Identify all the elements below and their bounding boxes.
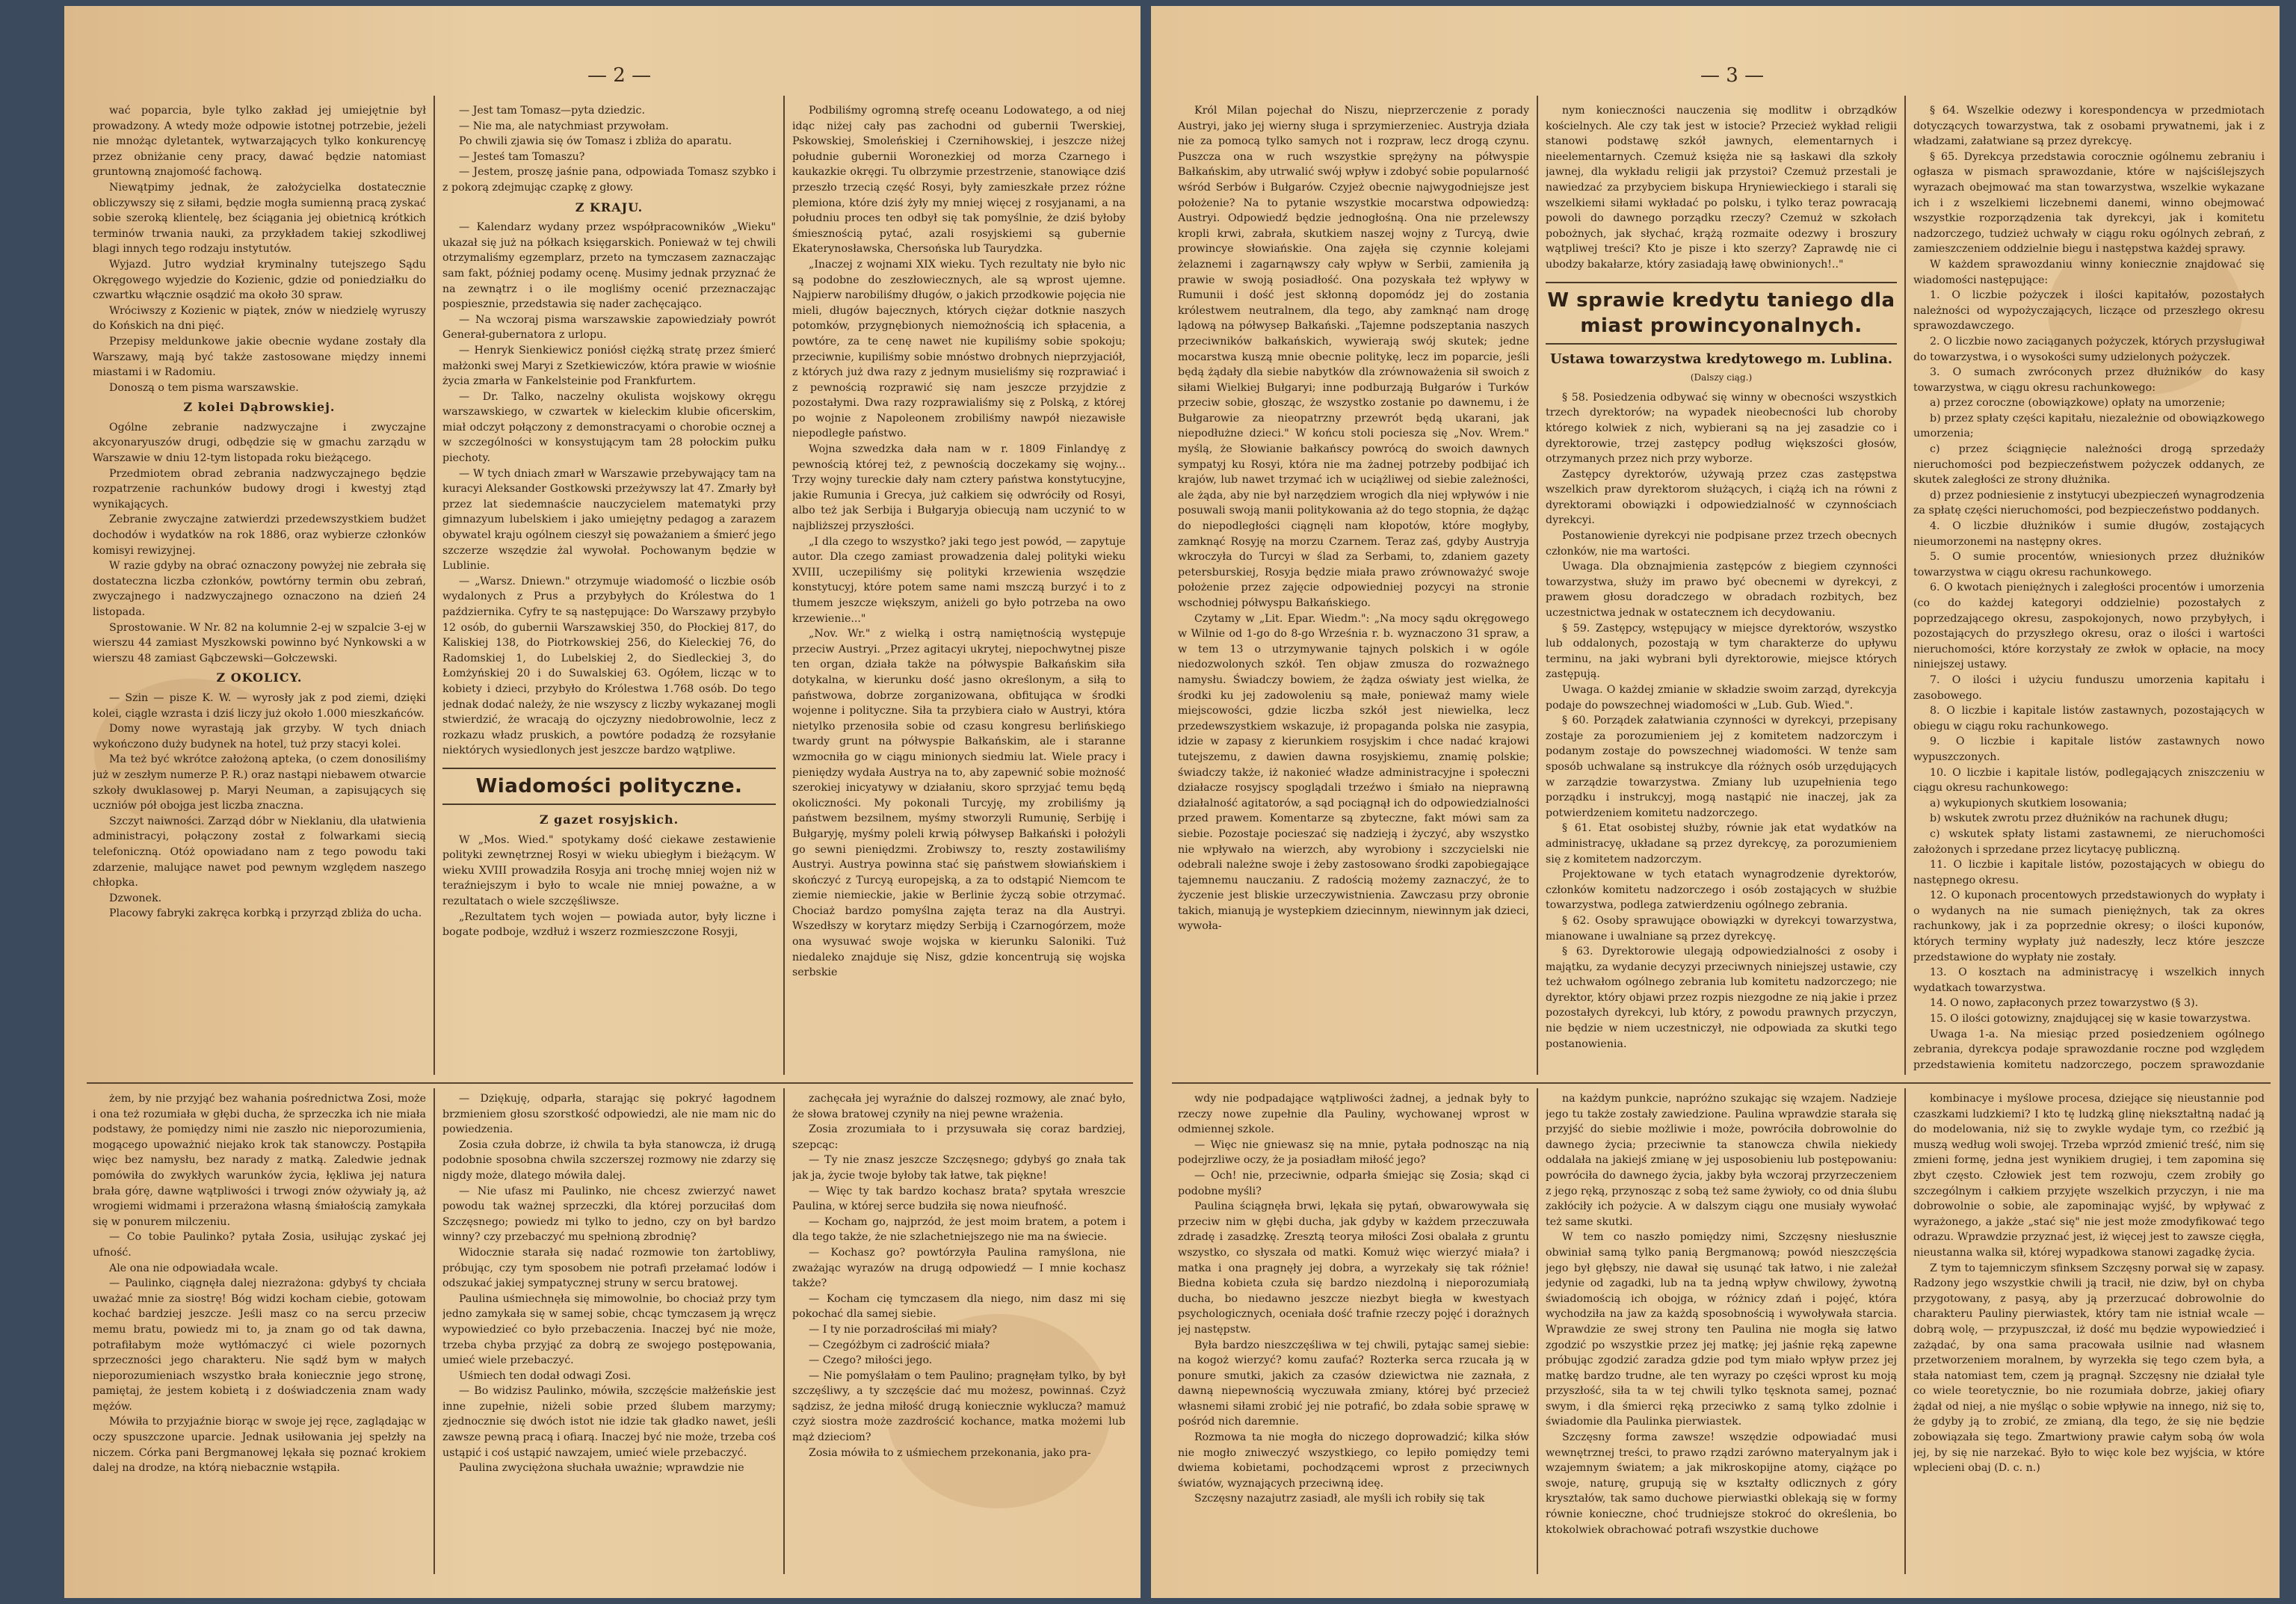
article-paragraph: Uwaga. O każdej zmianie w składzie swoim zarząd, dyrekcyja podaje do powszechnej wiadomości w „Lub. Gub. Wied.". [1546, 684, 1897, 712]
article-paragraph: § 63. Dyrektorowie ulegają odpowiedzialności z osoby i majątku, za wydanie decyzyi przeciwnych niniejszej ustawie, czy też uchwałom ogólnego zebrania lub komitetu nadzorczego; nie dyrektor, który objawi przez rozpis niezgodne ze nią jakie i przez pozostałych dyrekcyi, lub który, z powodu prawnych przyczyn, nie będzie w niem uczestniczył, nie odpowiada za skutki tego postanowienia. [1546, 946, 1897, 1050]
article-paragraph: Po chwili zjawia się ów Tomasz i zbliża do aparatu. [459, 135, 732, 148]
article-paragraph: Król Milan pojechał do Niszu, nieprzerczenie z porady Austryi, jako jej wierny sługa i sprzymierzeniec. Austryja działa nie za pomocą tylko samych not i rozpraw, lecz drogą czynu. Puszcza ona w ruch wszystkie sprężyny na półwyspie Bałkańskim, aby utrwalić swój wpływ i zdobyć sobie popularność wśród Serbów i Bułgarów. Czyjeż obecnie najwygodniejsze jest położenie? Na to pytanie wszystkie mocarstwa odpowiedzą: Austryi. Odpowiedź będzie jednogłośną. Ona nie przelewszy kropli krwi, zabrała, skutkiem naszej wojny z Turcyą, dwie prowincye słowiańskie. Ona zajęła się czynnie kolejami żelaznemi i zagarnąwszy cały wpływ w Serbii, zamieniła ją prawie w swoją posiadłość. Ona pozyskała też wpływy w Rumunii i dość jest skłonną dopomódz jej do zostania królestwem neutralnem, dla tego, aby zamknąć nam drogę lądową na półwysep Bałkański. „Tajemne podszeptania naszych przeciwników bałkańskich, wywierają swój skutek; jedne mocarstwa kuszą mnie obecnie politykę, lecz im poparcie, jeśli będą żądały dla siebie nabytków dla zrównoważenia sił swoich z siłami Wielkiej Bułgaryi; inne podburzają Bułgarów i Turków przeciw sobie, głosząc, że wszystko zostanie po dawnemu, i że Bułgarowie za nieopatrzny przewrót będą ukarani, jak niepodłużne dzieci." W końcu stoli pociesza się „Nov. Wrem." myślą, że Słowianie bałkańscy powrócą do swoich dawnych sympatyj ku Rosyi, która nie ma żadnej potrzeby podbijać ich krajów, lub nawet trzymać ich w uciążliwej od siebie zależności, ale żąda, aby nie był narzędziem wrogich dla niej wpływów i nie posuwali swoją manii politykowania aż do tego stopnia, że dążąc do niepodległości ciągnęli nam kłopotów, które mogłyby, zamknąć Rosyję na morzu Czarnem. Teraz zaś, gdyby Austryja wkroczyła do Turcyi w ślad za Serbami, to, zdaniem gazety petersburskiej, Rosyja będzie miała prawo zrównoważyć swoje położenie przez zajęcie odpowiedniej pozycyi na stronie wschodniej półwyspu Bałkańskiego. [1178, 105, 1529, 609]
article-paragraph: — Kalendarz wydany przez współpracowników „Wieku" ukazał się już na półkach księgarskich. Ponieważ w tej chwili otrzymaliśmy egzemplarz, przeto na tymczasem zaznaczając sam fakt, później podamy ocenę. Musimy jednak przyznać że na zewnątrz i o ile mogliśmy ocenić przeznaczając pospiesznie, przedstawia się nader zachęcająco. [442, 221, 776, 311]
article-paragraph: c) przez ściągnięcie należności drogą sprzedaży nieruchomości pod bezpieczeństwem pożyczek oddanych, ze skutek zaległości ze strony dłużnika. [1913, 443, 2265, 487]
article-paragraph: — I ty nie porzadrościłaś mi miały? [809, 1323, 998, 1336]
article-paragraph: Paulina zwyciężona słuchała uważnie; wprawdzie nie [459, 1462, 744, 1475]
article-paragraph: — Na wczoraj pisma warszawskie zapowiedziały powrót Generał-gubernatora z urlopu. [442, 313, 776, 342]
article-paragraph: W razie gdyby na obrać oznaczony powyżej nie zebrała się dostateczna liczba członków, powtórny termin obu zebrań, zwyczajnego i nadzwyczajnego oznaczono na dzień 24 listopada. [93, 560, 426, 618]
article-paragraph: wać poparcia, byle tylko zakład jej umiejętnie był prowadzony. A wtedy może odpowie istotnej potrzebie, jeżeli nie mnożąc dyletantek, wytwarzających tylko konkurencyę przez obniżanie ceny pracy, dawać będzie natomiast gruntowną znajomość fachową. [93, 105, 426, 179]
article-paragraph: — W tych dniach zmarł w Warszawie przebywający tam na kuracyi Aleksander Gostkowski przeżywszy lat 47. Zmarły był przez lat siedemnaście nauczycielem matematyki przy gimnazyum lubelskiem i jako umiejętny pedagog a zarazem obywatel kraju ogólnem cieszył się poważaniem a śmierć jego szczerze wszędzie żal wywołał. Pochowanym będzie w Lublinie. [442, 467, 776, 573]
feuilleton-column-1 [93, 1091, 426, 1570]
article-paragraph: Uśmiech ten dodał odwagi Zosi. [459, 1369, 632, 1382]
article-paragraph: — Nie ma, ale natychmiast przywołam. [459, 120, 669, 132]
article-paragraph: Rozmowa ta nie mogła do niczego doprowadzić; kilka słów nie mogło zniweczyć wszystkiego, co lepiło pomiędzy temi dwiema kobietami, pochodzącemi wprost z przeciwnych światów, wyznających przeciwną ideę. [1178, 1431, 1529, 1490]
column-3 [792, 103, 1126, 1075]
section-divider [1172, 1082, 2271, 1084]
column-rule [1537, 1088, 1538, 1574]
page-number: — 2 — [587, 64, 652, 87]
article-paragraph: — Czegóżbym ci zadrościć miała? [809, 1339, 990, 1351]
article-paragraph: zachęcała jej wyraźnie do dalszej rozmowy, ale znać było, że słowa bratowej czyniły na niej pewne wrażenia. [792, 1093, 1126, 1120]
article-paragraph: Mówiła to przyjaźnie biorąc w swoje jej ręce, zaglądając w oczy spuszczone uparcie. Jednak usiłowania jej spełzły na niczem. Córka pani Bergmanowej lękała się poznać krokiem dalej na drodze, na którą niebacznie wstąpiła. [93, 1416, 426, 1475]
article-paragraph: — Kocham cię tymczasem dla niego, nim dasz mi się pokochać dla samej siebie. [792, 1292, 1126, 1321]
article-paragraph: 1. O liczbie pożyczek i ilości kapitałów, pozostałych należności od wypożyczających, liczące od przeszłego okresu sprawozdawczego. [1913, 289, 2265, 333]
article-paragraph: Postanowienie dyrekcyi nie podpisane przez trzech obecnych członków, nie ma wartości. [1546, 530, 1897, 558]
article-paragraph: W tem co naszło pomiędzy nimi, Szczęsny niesłusznie obwiniał samą tylko panią Bergmanową; powód nieszczęścia jego był głębszy, nie dawał się usunąć tak łatwo, i nie zależał jedynie od zagadki, lub na ta jedną wpływ chwilowy, żywotną świadomością ich obojga, w różnicy zdań i pojęć, która wychodziła na jaw za każdą sposobnością i wywoływała starcia. Wprawdzie ze swej strony ten Paulina nie mogła się łatwo zgodzić po wszystkie przez jej matkę; jej jaśnie ręką zapewne próbując zgodzić zaradza gdzie pod tym miało wpływ przez jej matkę bardzo trudne, ale ten wyrazy po części wprost ku moją przyszłość, siła ta w tej chwili tylko tęsknota samej, poznać swym, i dla śmierci ręką przeciwko z samą tylko zdolnie i świadomie dla Paulinka pierwiastek. [1546, 1231, 1897, 1428]
article-paragraph: 11. O liczbie i kapitale listów, pozostających w obiegu do następnego okresu. [1913, 859, 2265, 886]
article-paragraph: — Co tobie Paulinko? pytała Zosia, usiłując zyskać jej ufność. [93, 1231, 426, 1259]
article-paragraph: Niewątpimy jednak, że założycielka dostatecznie obliczywszy się z siłami, będzie mogła sumienną pracą zyskać sobie szeroką klientelę, bez ściągania jej obietnicą krótkich terminów trwania nauki, za przykładem takiej szkodliwej blagi innych tego rodzaju instytutów. [93, 181, 426, 256]
article-paragraph: Uwaga. Dla obznajmienia zastępców z biegiem czynności towarzystwa, służy im prawo być obecnemi w dyrekcyi, z prawem głosu doradczego w obradach rozbitych, bez uczestnictwa jednak w ostatecznem ich decydowaniu. [1546, 561, 1897, 620]
section-heading: Z gazet rosyjskich. [539, 812, 679, 827]
article-paragraph: Ale ona nie odpowiadała wcale. [109, 1262, 279, 1274]
column-rule [1537, 96, 1538, 1075]
article-paragraph: Wróciwszy z Kozienic w piątek, znów w niedzielę wyruszy do Końskich na dni pięć. [93, 304, 426, 333]
feuilleton-column-3 [792, 1091, 1126, 1570]
column-1 [1178, 103, 1529, 1075]
article-paragraph: — Ty nie znasz jeszcze Szczęsnego; gdybyś go znała tak jak ja, życie twoje byłoby tak łatwe, tak piękne! [792, 1154, 1126, 1182]
article-paragraph: 6. O kwotach pieniężnych i zaległości procentów i umorzenia (co do każdej kategoryi oddzielnie) pozostałych z poprzedzającego okresu, zaspokojonych, nowo przybyłych, i pozostających do przyszłego okresu, oraz o ilości i wartości nieruchomości, które korzystały ze zwłok w opłacie, na mocy niniejszej ustawy. [1913, 582, 2265, 671]
column-rule [1904, 1088, 1906, 1574]
article-paragraph: Widocznie starała się nadać rozmowie ton żartobliwy, próbując, czy tym sposobem nie potrafi przełamać lodów i odszukać jakiej sympatycznej struny w sercu bratowej. [442, 1246, 776, 1290]
article-paragraph: 12. O kuponach procentowych przedstawionych do wypłaty i o wydanych na nie sumach pieniężnych, tak za okres rachunkowy, jak i za poprzednie okresy; o ilości kuponów, których terminy wypłaty już nadeszły, lecz które jeszcze przedstawione do wypłaty nie zostały. [1913, 889, 2265, 963]
article-paragraph: kombinacye i myślowe procesa, dziejące się nieustannie pod czaszkami ludzkiemi? I kto tę ludzką glinę niekształtną nadać ją do modelowania, niż się to zwykle wydaje tym, co rzeźbić ją muszą według woli swojej. Trzeba wprzód zmienić treść, nim się zmieni formę, jedna jest wynikiem drugiej, i tem zapomina się zbyt często. Człowiek jest tem rozwoju, czem zrobiły go szczególnym i całkiem przyjęte wszelkich przyczyn, i nie ma dobrowolnie o sobie, ale zapominając wyjść, by wpływać z wyrażonego, a jakże „stać się" nie jest może zmodyfikować tego odrazu. Wprawdzie przyznać jest, iż więcej jest to zawsze cięgła, nieustanna walka sił, której wypadkowa stanowi zagadkę życia. [1913, 1093, 2265, 1259]
article-paragraph: 10. O liczbie i kapitale listów, podlegających zniszczeniu w ciągu okresu rachunkowego: [1913, 766, 2265, 795]
feuilleton-column-2 [442, 1091, 776, 1570]
article-paragraph: — Kochasz go? powtórzyła Paulina ramyślona, nie zważając wyrazów na drugą odpowiedź — I mnie kochasz także? [792, 1246, 1126, 1290]
column-1 [93, 103, 426, 1075]
article-paragraph: c) wskutek spłaty listami zastawnemi, ze nieruchomości założonych i sprzedane przez licytacyę publiczną. [1913, 827, 2265, 856]
article-paragraph: Przedmiotem obrad zebrania nadzwyczajnego będzie rozpatrzenie rachunków budowy drogi i kwestyj ztąd wynikających. [93, 467, 426, 510]
article-paragraph: b) wskutek zwrotu przez dłużników na rachunek długu; [1930, 812, 2229, 825]
article-paragraph: Dzwonek. [109, 892, 162, 904]
article-paragraph: a) przez coroczne (obowiązkowe) opłaty na umorzenie; [1930, 397, 2226, 410]
article-paragraph: § 64. Wszelkie odezwy i korespondencya w przedmiotach dotyczących towarzystwa, tak z osobami prywatnemi, jak i z władzami, załatwiane są przez dyrekcyę. [1913, 105, 2265, 148]
page-number: — 3 — [1700, 64, 1765, 87]
article-paragraph: Sprostowanie. W Nr. 82 na kolumnie 2-ej w szpalcie 3-ej w wierszu 44 zamiast Myszkowski powinno być Nynkowski a w wierszu 48 zamiast Gąbczewski—Gołczewski. [93, 621, 426, 664]
article-paragraph: b) przez spłaty części kapitału, niezależnie od obowiązkowego umorzenia; [1913, 412, 2265, 440]
column-rule [433, 1088, 435, 1574]
section-banner: W sprawie kredytu taniego dla miast prowincyonalnych. [1546, 282, 1897, 345]
article-paragraph: — Dr. Talko, naczelny okulista wojskowy okręgu warszawskiego, w czwartek w kieleckim klubie oficerskim, miał odczyt połączony z demonstracyami o chorobie ocznej a w szczególności w konsystującym tam 28 połockim pułku piechoty. [442, 390, 776, 465]
article-paragraph: — Czego? miłości jego. [809, 1354, 933, 1367]
article-paragraph: § 62. Osoby sprawujące obowiązki w dyrekcyi towarzystwa, mianowane i uwalniane są przez dyrekcyę. [1546, 914, 1897, 943]
article-paragraph: Zastępcy dyrektorów, używają przez czas zastępstwa wszelkich praw dyrektorom służących, i ciążą ich na równi z dyrektorami obowiązki i odpowiedzialność w czynnościach dyrekcyi. [1546, 468, 1897, 527]
article-paragraph: W „Mos. Wied." spotykamy dość ciekawe zestawienie polityki zewnętrznej Rosyi w wieku ubiegłym i bieżącym. W wieku XVIII prowadziła Rosyja ani trochę mniej wojen niż w teraźniejszym i było to wcale nie mniej poważne, a w rezultatach o wiele szczęśliwsze. [442, 833, 776, 907]
article-paragraph: Paulina ściągnęła brwi, lękała się pytań, obwarowywała się przeciw nim w głębi ducha, jak gdyby w każdem przeczuwała zdradę i zasadzkę. Zresztą teorya miłości Zosi obalała z gruntu wszystko, co słyszała od matki. Komuż więc wierzyć miała? i matka i ona pragnęły jej dobra, a wyrzekały się tak różnie! Biedna kobieta czuła się bardzo niezdolną i nieporozumiałą ducha, bo niedawno jeszcze niezbyt biegła w kwestyach psychologicznych, oceniała dość trafnie rzeczy pojęć i dorażnych jej następstw. [1178, 1200, 1529, 1336]
article-paragraph: 4. O liczbie dłużników i sumie długów, zostających nieumorzonemi na następny okres. [1913, 520, 2265, 548]
section-banner: Wiadomości polityczne. [442, 768, 776, 805]
section-heading: Z OKOLICY. [216, 670, 303, 685]
article-paragraph: Zosia zrozumiała to i przysuwała się coraz bardziej, szepcąc: [792, 1123, 1126, 1151]
article-paragraph: „Inaczej z wojnami XIX wieku. Tych rezultaty nie było nic są podobne do zeszłowiecznych, ale są wprost ujemne. Najpierw narobiliśmy długów, o jakich przodkowie pojęcia nie mieli, długów bajecznych, których ciężar dotknie naszych potomków, przygnębionych niemożnością ich spłacenia, a powtóre, za te cenę nawet nie kupiliśmy sobie spokoju; przeciwnie, kupiliśmy sobie mnóstwo drobnych nieprzyjaciół, z których już dwa razy z jednym musieliśmy się rozprawiać i z pewnością rozprawić się nam jeszcze przyjdzie z pozostałymi. Dwa razy rozprawialiśmy się z Polską, z której po wojnie z Napoleonem zrobiliśmy nawpół niezawisłe niepodległe państwo. [792, 258, 1126, 440]
article-paragraph: § 58. Posiedzenia odbywać się winny w obecności wszystkich trzech dyrektorów; na wypadek nieobecności lub choroby którego kolwiek z nich, wybierani są na jej zasadzie co i dyrektorowie, trzej zastępcy podług większości głosów, otrzymanych przez nich przy wyborze. [1546, 391, 1897, 466]
article-paragraph: 15. O ilości gotowizny, znajdującej się w kasie towarzystwa. [1930, 1013, 2251, 1025]
right-page [1151, 6, 2280, 1598]
article-paragraph: Ma też być wkrótce założoną apteka, (o czem donosiliśmy już w zeszłym numerze P. R.) oraz nastąpi niebawem otwarcie szkoły dwuklasowej p. Maryi Neuman, a zapisujących się uczniów pół obojga jest liczba znaczna. [93, 753, 426, 812]
article-paragraph: Była bardzo nieszczęśliwa w tej chwili, pytając samej siebie: na kogoż wierzyć? komu zaufać? Rozterka serca rzucała ją w ponure smutki, jakich za czasów dziewictwa nie zaznała, z dawną niepewnością wyczuwała zmiany, której być przecież własnemi siłami zrobić jej nie potrafić, bo zdała sobie sprawę w pośród nich daremnie. [1178, 1339, 1529, 1428]
article-paragraph: Placowy fabryki zakręca korbką i przyrząd zbliża do ucha. [109, 907, 422, 920]
article-paragraph: „Nov. Wr." z wielką i ostrą namiętnością występuje przeciw Austryi. „Przez agitacyi ukrytej, niepochwytnej pisze ten organ, działa także na półwyspie Bałkańskim siła dotykalna, w kierunku dość jasno określonym, a siłą to państwowa, dobrze zorganizowana, obfitująca w środki wojenne i polityczne. Siła ta przybiera ciało w Austryi, która nietylko przenosiła sobie od czasu kongresu berlińskiego twardy grunt na półwyspie Bałkańskim, ale i staranne wzmocniła go w ciągu minionych siedmiu lat. Wiele pracy i pieniędzy wydała Austrya na to, aby zapewnić sobie możność szerokiej inicyatywy w działaniu, skoro sprzyjać temu będą okoliczności. My pokonali Turcyję, my zrobiliśmy ją państwem bezsilnem, myśmy stworzyli Rumunię, Serbiję i Bułgaryję, myśmy poleli krwią półwysep Bałkański i położyli go sewni pieniędzmi. Zrobiwszy to, reszty zostawiliśmy Austryi. Austrya powinna stać się państwem słowiańskiem i skończyć z Turcyą europejską, a za to odstąpić Niemcom te ziemie niemieckie, jakie w Berlinie życzą sobie otrzymać. Chociaż bardzo pomyślna zajęta teraz na dla Austryi. Wszedłszy w korytarz między Serbiją i Czarnogórzem, może ona wysuwać swoje wojska w kierunku Saloniki. Tuż niedaleko znajduje się Nisz, gdzie koncentrują się wojska serbskie [792, 628, 1126, 979]
article-paragraph: Z tym to tajemniczym sfinksem Szczęsny porwał się w zapasy. Radzony jego wszystkie chwili ją tracił, nie dziw, był on chyba przygotowany, z pasyą, aby ją przerzucać dobrowolnie do charakteru Pauliny pierwiastek, który tam nie istniał wcale — dobrą wolę, — przypuszczał, iż dość mu będzie wypowiedzieć i zażądać, by ona sama pracowała usilnie nad własnem przetworzeniem moralnem, by wyrzekła się tego czem była, a stała natomiast tem, czem ją pragnął. Szczęsny nie działał tyle co wiele teoretycznie, bo nie rozumiała dobrze, jakiej ofiary żądał od niej, a nie myśląc o sobie wpływie na innego, niż się to, że gdyby ją to zrobić, ze zmianą, dla tego, że się nie będzie zobowiązała się tego. Zmartwiony prawie całym sobą ów wola jej, by się nie narzekać. Było to więc kole bez wyjścia, w które wplecieni obaj (D. c. n.) [1913, 1262, 2265, 1475]
article-paragraph: — Paulinko, ciągnęła dalej niezrażona: gdybyś ty chciała uważać mnie za siostrę! Bóg widzi kocham ciebie, gotowam kochać bardziej jeszcze. Jeśli masz co na sercu przeciw memu bratu, powiedz mi to, ja znam go od tak dawna, potrafiłabym może wytłómaczyć ci wiele pozornych sprzeczności jego charakteru. Nie sądź bym w małych nieporozumieniach wszystko brała koniecznie jego stronę, pamiętaj, że jestem kobietą i z doświadczenia znam wady mężów. [93, 1277, 426, 1413]
article-paragraph: — Nie pomyślałam o tem Paulino; pragnęłam tylko, by był szczęśliwy, a ty szczęście dać mu możesz, powinnaś. Czyż sądzisz, że jedna miłość drugą koniecznie wyklucza? mamuż czyż siostra może zazdrościć kochance, matka możemi lub mąż dzieciom? [792, 1369, 1126, 1444]
column-rule [1904, 96, 1906, 1075]
article-paragraph: Czytamy w „Lit. Epar. Wiedm.": „Na mocy sądu okręgowego w Wilnie od 1-go do 8-go Września r. b. wyznaczono 31 spraw, a w tem 13 o utrzymywanie tajnych polskich i w ogóle niedozwolonych szkół. Ten objaw zmusza do rozważnego namysłu. Świadczy bowiem, że żądza oświaty jest wielka, że środki ku jej zadowoleniu są małe, ponieważ mamy wiele miejscowości, gdzie liczba szkół jest niewielka, lecz przedewszystkiem wskazuje, iż propaganda polska nie zasypia, idzie w zapasy z kierunkiem rosyjskim i chce nadać krajowi tutejszemu, z dawien dawna rosyjskiemu, znamię polskie; świadczy także, iż nakonieć władze administracyjne i społeczni działacze rosyjscy spoglądali trzeźwo i śmiało na nieprawną działalność agitatorów, a sąd pociągnął ich do odpowiedzialności przed prawem. Komentarze są zbyteczne, fakt mówi sam za siebie. Pozostaje pocieszać się nadzieją i życzyć, aby wszystko nie wpływało na wierzch, aby wyrobiony i szczycielski nie odebrali należne swoje i żeby zastosowano środki zapobiegające tajemnemu nauczaniu. Z radością możemy zaznaczyć, że to życzenie jest bliskie urzeczywistnienia. Zawczasu przy obronie takich, mianują je wystepkiem dziecinnym, niewinnym jak dzieci, wywoła- [1178, 612, 1529, 933]
article-paragraph: 14. O nowo, zapłaconych przez towarzystwo (§ 3). [1930, 997, 2199, 1010]
article-paragraph: 3. O sumach zwróconych przez dłużników do kasy towarzystwa, w ciągu okresu rachunkowego: [1913, 366, 2265, 394]
article-paragraph: Wojna szwedzka dała nam w r. 1809 Finlandyę z pewnością której też, z pewnością doczekamy się wojny... Trzy wojny tureckie dały nam cztery państwa konstytucyjne, jakie Rumunia i Grecya, już całkiem się odwróciły od Rosyi, albo też jak Serbija i Bułgaryja obiecują nam uczynić to w najbliższej przyszłości. [792, 443, 1126, 533]
article-paragraph: — Jestem, proszę jaśnie pana, odpowiada Tomasz szybko i z pokorą zdejmując czapkę z głowy. [442, 166, 776, 194]
article-paragraph: — Nie ufasz mi Paulinko, nie chcesz zwierzyć nawet powodu tak ważnej sprzeczki, dla której porzuciłaś dom Szczęsnego; powiedz mi tylko to jedno, czy on był bardzo winny? czy przebaczyć mu spełnioną zbrodnię? [442, 1185, 776, 1244]
section-heading: Z kolei Dąbrowskiej. [183, 400, 336, 415]
feuilleton-column-2 [1546, 1091, 1897, 1570]
article-paragraph: Zosia czuła dobrze, iż chwila ta była stanowcza, iż drugą podobnie sposobna chwila szczerszej rozmowy nie zdarzy się nigdy może, dlatego mówiła dalej. [442, 1138, 776, 1182]
article-paragraph: Ogólne zebranie nadzwyczajne i zwyczajne akcyonaryuszów drugi, odbędzie się w gmachu zarządu w Warszawie w dniu 12-tym listopada roku bieżącego. [93, 421, 426, 465]
article-paragraph: — Szin — pisze K. W. — wyrosły jak z pod ziemi, dzięki kolei, ciągle wzrasta i dziś liczy już około 1.000 mieszkańców. [93, 691, 426, 720]
left-page [64, 6, 1141, 1598]
article-paragraph: Podbiliśmy ogromną strefę oceanu Lodowatego, a od niej idąc niżej cały pas zachodni od gubernii Twerskiej, Pskowskiej, Smoleńskiej i Czernihowskiej, i jeszcze niżej południe gubernii Woronezkiej od morza Czarnego i kaukazkie okręgi. Tu olbrzymie przestrzenie, stanowiące dziś przeszło trzecią część Rosyi, były zamieszkałe przez różne plemiona, które dziś żyły my mniej więcej z rosyjanami, a na południu proces ten odbył się tak pomyślnie, że dziś byłoby śmiesznością pytać, azali rosyjskiemi są gubernie Ekaterynosławska, Chersońska lub Taurydzka. [792, 105, 1126, 256]
article-paragraph: „Rezultatem tych wojen — powiada autor, były liczne i bogate podboje, wzdłuż i wszerz rozmieszczone Rosyji, [442, 910, 776, 939]
article-paragraph: Wyjazd. Jutro wydział kryminalny tutejszego Sądu Okręgowego wyjedzie do Kozienic, gdzie od poniedziałku do czwartku włącznie osądzić ma około 30 spraw. [93, 258, 426, 302]
article-paragraph: „I dla czego to wszystko? jaki tego jest powód, — zapytuje autor. Dla czego zamiast prowadzenia dalej polityki wieku XVIII, uczepiliśmy się polityki krzewienia wszędzie konstytucyj, które potem same nami mszczą burzyć i to z tłumem jeszcze większym, aniżeli go było potrzeba na owo krzewienie..." [792, 535, 1126, 625]
article-paragraph: wdy nie podpadające wątpliwości żadnej, a jednak były to rzeczy nowe zupełnie dla Pauliny, wychowanej wprost w odmiennej szkole. [1178, 1093, 1529, 1136]
article-paragraph: Przepisy meldunkowe jakie obecnie wydane zostały dla Warszawy, mają być także zastosowane między innemi miastami i w Radomiu. [93, 335, 426, 379]
article-paragraph: § 60. Porządek załatwiania czynności w dyrekcyi, przepisany zostaje za porozumieniem jej z komitetem nadzorczym i podanym zostaje do powszechnej wiadomości. W tenże sam sposób uchwalane są instrukcye dla różnych osób urzędujących w zarządzie towarzystwa. Zmiany lub uzupełnienia tego porządku i instrukcyj, mogą nastąpić nie inaczej, jak za potwierdzeniem komitetu nadzorczego. [1546, 715, 1897, 819]
article-paragraph: Paulina uśmiechnęła się mimowolnie, bo chociaż przy tym jedno zamykała się w samej sobie, chcąc tymczasem ją wręcz wypowiedzieć co było przebaczenia. Inaczej być nie może, trzeba chyba przyjąć za dobrą ze swojego postępowania, umieć wiele przebaczyć. [442, 1292, 776, 1367]
section-divider [87, 1082, 1133, 1084]
article-paragraph: — Henryk Sienkiewicz poniósł ciężką stratę przez śmierć małżonki swej Maryi z Szetkiewiczów, która prawie w wiośnie życia zmarła w Fankelsteinie pod Frankfurtem. [442, 344, 776, 388]
article-paragraph: żem, by nie przyjąć bez wahania pośrednictwa Zosi, może i ona też rozumiała w głębi ducha, że sprzeczka ich nie miała podstawy, że pomiędzy nimi nie zaszło nic nieporozumienia, mogącego upoważnić niejako krok tak stanowczy. Postąpiła więc bez namysłu, bez narady z matką. Zaledwie jednak pomówiła do zwykłych warunków życia, łękliwa jej natura brała górę, dawne wątpliwości i trwogi znów ożywiały ją, aż wrogiemi widmami i przerażona własną śmiałością zamykała się w ponurem milczeniu. [93, 1093, 426, 1228]
column-2 [442, 103, 776, 1075]
article-paragraph: Zosia mówiła to z uśmiechem przekonania, jako pra- [809, 1446, 1091, 1459]
article-paragraph: Uwaga 1-a. Na miesiąc przed posiedzeniem ogólnego zebrania, dyrekcya podaje sprawozdanie roczne pod względem przedstawienia komitetu nadzorczego, poczem sprawozdanie [1913, 1028, 2265, 1071]
article-paragraph: Szczyt naiwności. Zarząd dóbr w Nieklaniu, dla ułatwienia administracyi, połączony został z folwarkami siecią telefoniczną. Otóż opowiadano nam z tego powodu taki zdarzenie, malujące nawet pod pewnym względem naszego chłopka. [93, 815, 426, 889]
article-paragraph: W każdem sprawozdaniu winny koniecznie znajdować się wiadomości następujące: [1913, 258, 2265, 286]
article-paragraph: Donoszą o tem pisma warszawskie. [109, 381, 299, 394]
article-paragraph: Szczęsny nazajutrz zasiadł, ale myśli ich robiły się tak [1194, 1493, 1485, 1505]
article-paragraph: 5. O sumie procentów, wniesionych przez dłużników towarzystwa w ciągu okresu rachunkowego. [1913, 551, 2265, 579]
article-paragraph: — Jesteś tam Tomaszu? [459, 150, 585, 163]
article-subheading: Ustawa towarzystwa kredytowego m. Lublina. [1550, 351, 1892, 367]
article-paragraph: Zebranie zwyczajne zatwierdzi przedewszystkiem budżet dochodów i wydatków na rok 1886, oraz wybierze członków komisyi rewizyjnej. [93, 513, 426, 557]
article-paragraph: — Kocham go, najprzód, że jest moim bratem, a potem i dla tego także, że nie szlachetniejszego nie ma na świecie. [792, 1215, 1126, 1244]
article-paragraph: Domy nowe wyrastają jak grzyby. W tych dniach wykończono duży budynek na hotel, tuż przy stacyi kolei. [93, 723, 426, 750]
article-paragraph: Szczęsny forma zawsze! wszędzie odpowiadać musi wewnętrznej treści, to prawo rządzi zarówno materyalnym jak i wzajemnym światem; a jak mikroskopijne atomy, ciążące po swoje, naturę, grupują się w kształty odlicznych z góry kryształów, tak samo duchowe pierwiastki oblekają się w formy równie konieczne, choć trudniejsze stokroć do określenia, bo ktokolwiek obrachować potrafi wszystkie duchowe [1546, 1431, 1897, 1536]
article-paragraph: § 65. Dyrekcya przedstawia corocznie ogólnemu zebraniu i ogłasza w pismach sprawozdanie, które w najściślejszych wyrazach obejmować ma stan towarzystwa, wszelkie wykazane ich i z wszelkiemi liczebnemi danemi, winno obejmować wszystkie rozporządzenia tak dyrekcyi, jak i komitetu nadzorczego, tudzież uchwały w ciągu roku ogólnych zebrań, z zamieszczeniem oddzielnie biegu i następstwa każdej sprawy. [1913, 150, 2265, 256]
column-3 [1913, 103, 2265, 1075]
section-heading: Z KRAJU. [575, 200, 644, 215]
feuilleton-column-1 [1178, 1091, 1529, 1570]
article-paragraph: 2. O liczbie nowo zaciąganych pożyczek, których przysługiwał do towarzystwa, i o wysokości sumy udzielonych pożyczek. [1913, 335, 2265, 363]
column-rule [783, 96, 785, 1075]
column-rule [433, 96, 435, 1075]
article-paragraph: nym konieczności nauczenia się modlitw i obrządków kościelnych. Ale czy tak jest w istocie? Przecież wykład religii stanowi podstawę szkół jawnych, elementarnych i nieelementarnych. Czemuż księża nie są łaskawi dla szkoły jawnej, dla wykładu religii jak przystoi? Czemuż przestali je nawiedzać za przybyciem biskupa Hryniewieckiego i starali się wszelkiemi siłami wykładać po polsku, i tylko teraz powracają powoli do dawnego porządku rzeczy? Czemuż w szkołach pobożnych, jak słychać, krążą rozmaite odezwy i broszury wątpliwej treści? Kto je pisze i kto szerzy? Zaprawdę nie ci ubodzy bakałarze, który zasiadają ławę obwinionych!.." [1546, 105, 1897, 271]
article-paragraph: a) wykupionych skutkiem losowania; [1930, 797, 2127, 809]
article-paragraph: — Och! nie, przeciwnie, odparła śmiejąc się Zosia; skąd ci podobne myśli? [1178, 1169, 1529, 1197]
continuation-note: (Dalszy ciąg.) [1690, 372, 1753, 383]
article-paragraph: § 59. Zastępcy, wstępujący w miejsce dyrektorów, wszystko lub oddalonych, pozostają w tym charakterze do upływu terminu, na jaki wybrani byli dyrektorowie, miejsce których zastępują. [1546, 622, 1897, 681]
article-paragraph: — Dziękuję, odparła, starając się pokryć łagodnem brzmieniem głosu szorstkość odpowiedzi, ale nie mam nic do powiedzenia. [442, 1093, 776, 1136]
article-paragraph: § 61. Etat osobistej służby, równie jak etat wydatków na administracyę, układane są przez dyrekcyę, za porozumieniem się z komitetem nadzorczym. [1546, 822, 1897, 866]
column-rule [783, 1088, 785, 1574]
article-paragraph: d) przez podniesienie z instytucyi ubezpieczeń wynagrodzenia za spłatę części nieruchomości, pod bezpieczeństwo poddanych. [1913, 489, 2265, 517]
article-paragraph: Projektowane w tych etatach wynagrodzenie dyrektorów, członków komitetu nadzorczego i osób zostających w służbie towarzystwa, podlega zatwierdzeniu ogólnego zebrania. [1546, 869, 1897, 912]
feuilleton-column-3 [1913, 1091, 2265, 1570]
article-paragraph: 13. O kosztach na administracyę i wszelkich innych wydatkach towarzystwa. [1913, 966, 2265, 994]
article-paragraph: 8. O liczbie i kapitale listów zastawnych, pozostających w obiegu w ciągu roku rachunkowego. [1913, 705, 2265, 732]
article-paragraph: — Bo widzisz Paulinko, mówiła, szczęście małżeńskie jest inne zupełnie, niżeli sobie przed ślubem marzymy; zjednocznie się dwóch istot nie idzie tak gładko nawet, jeśli zawsze pewną pracą i ofiarą. Inaczej być nie może, trzeba coś ustąpić i coś ustąpić nawzajem, umieć wiele przebaczyć. [442, 1385, 776, 1459]
article-paragraph: 7. O ilości i użyciu funduszu umorzenia kapitału i zasobowego. [1913, 673, 2265, 702]
article-paragraph: 9. O liczbie i kapitale listów zastawnych nowo wypuszczonych. [1913, 735, 2265, 763]
column-2 [1546, 103, 1897, 1075]
article-paragraph: — Jest tam Tomasz—pyta dziedzic. [459, 105, 645, 117]
article-paragraph: na każdym punkcie, napróżno szukając się wzajem. Nadzieje jego tu także zostały zawiedzione. Paulina wprawdzie starała się przyjść do siebie możliwie i może, powróciła dobrowolnie do dawnego życia; przeciwnie ta stanowcza chwila niekiedy oddalała na jakiejś zmianę w jej usposobieniu lub postępowaniu: powróciła do dawnego życia, jakby była wczoraj przyrzeczeniem z jego ręką, przynosząc z sobą też same żywioły, co od dnia ślubu zakłóciły ich pożycie. A w dalszym ciągu one musiały wywołać też same skutki. [1546, 1093, 1897, 1228]
article-paragraph: — Więc nie gniewasz się na mnie, pytała podnosząc na nią podejrzliwe oczy, że ja posiadłam miłość jego? [1178, 1138, 1529, 1167]
article-paragraph: — „Warsz. Dniewn." otrzymuje wiadomość o liczbie osób wydalonych z Prus a przybyłych do Królestwa do 1 października. Cyfry te są następujące: Do Warszawy przybyło 12 osób, do gubernii Warszawskiej 350, do Płockiej 817, do Kaliskiej 138, do Piotrkowskiej 256, do Kieleckiej 76, do Radomskiej 1, do Lubelskiej 2, do Siedleckiej 3, do Łomżyńskiej 20 i do Suwalskiej 63. Ogółem, licząc w to kobiety i dzieci, przybyło do Królestwa 1.768 osób. Do tego jednak dodać należy, że nie wszyscy z liczby wykazanej mogli stwierdzić, że wracają do ojczyzny niedobrowolnie, lecz z rozkazu władz pruskich, a powtóre podadzą że rozsyłanie niektórych wysiedlonych jest jeszcze bardzo wątpliwe. [442, 575, 776, 757]
article-paragraph: — Więc ty tak bardzo kochasz brata? spytała wreszcie Paulina, w której serce budziła się nowa nieufność. [792, 1185, 1126, 1213]
